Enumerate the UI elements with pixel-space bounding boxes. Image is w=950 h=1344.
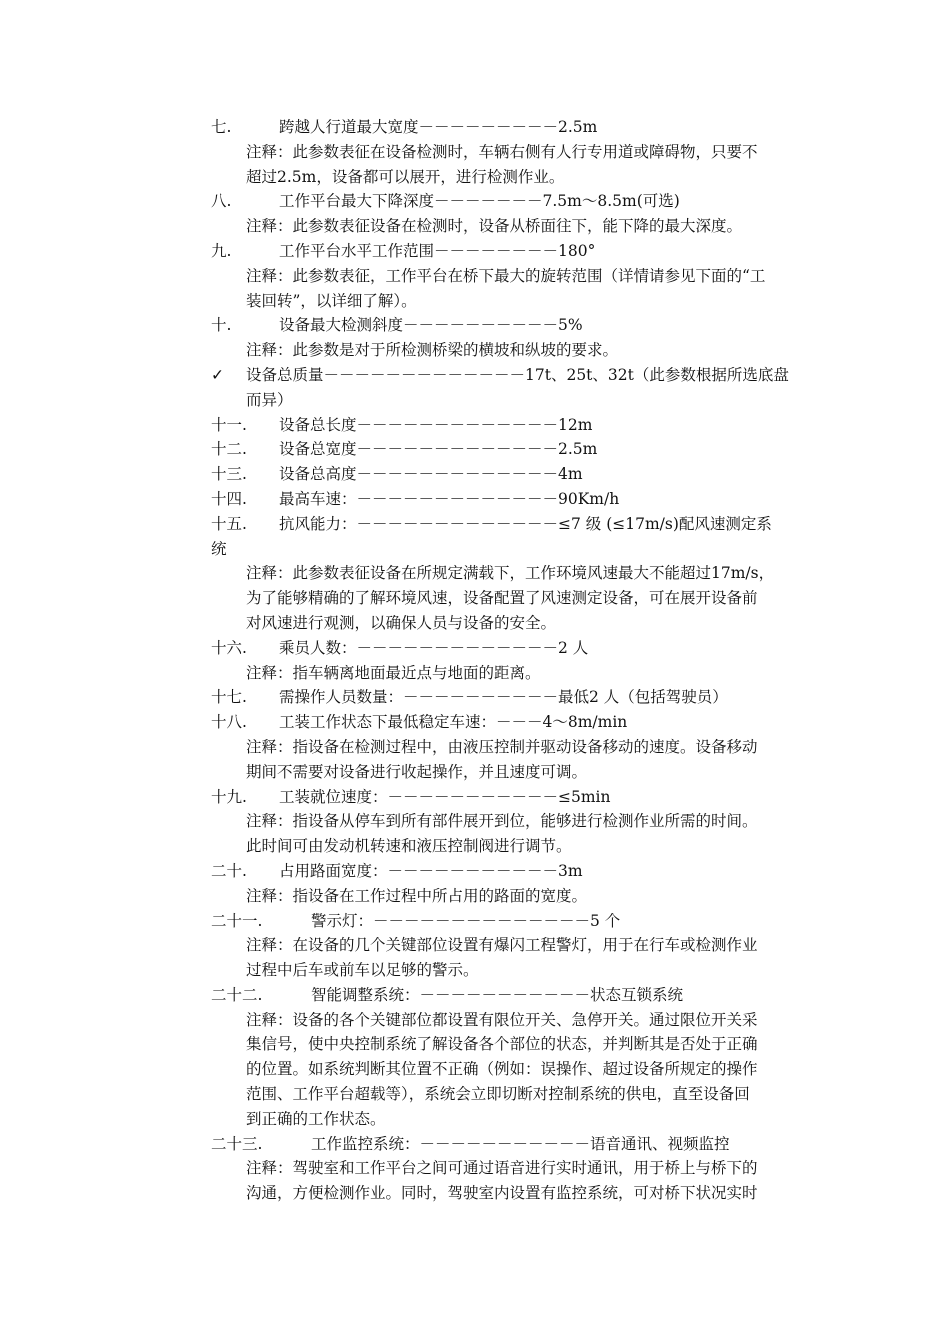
item-number: 十一. (211, 415, 247, 434)
note-continuation (211, 1107, 811, 1132)
spec-item (211, 859, 811, 884)
item-number: 十四. (211, 489, 247, 508)
item-number: 八. (211, 192, 232, 211)
spec-item (211, 487, 811, 512)
note-line (211, 735, 811, 760)
spec-item (211, 909, 811, 934)
item-title: 乘员人数：－－－－－－－－－－－－－2 人 (279, 638, 589, 657)
item-number: 十三. (211, 465, 247, 484)
spec-item (211, 462, 811, 487)
note-line (211, 561, 811, 586)
note-continuation (211, 611, 811, 636)
continuation-text: 的位置。如系统判断其位置不正确（例如：误操作、超过设备所规定的操作 (246, 1060, 758, 1079)
item-title: 工装工作状态下最低稳定车速：－－－4～8m/min (279, 713, 628, 732)
item-title: 最高车速：－－－－－－－－－－－－－90Km/h (279, 489, 620, 508)
spec-item (211, 983, 811, 1008)
item-title: 智能调整系统：－－－－－－－－－－－状态互锁系统 (311, 985, 684, 1004)
continuation-text: 过程中后车或前车以足够的警示。 (246, 961, 479, 980)
check-icon: ✓ (211, 365, 224, 384)
item-number: 十六. (211, 638, 247, 657)
continuation-text: 集信号，使中央控制系统了解设备各个部位的状态，并判断其是否处于正确 (246, 1035, 758, 1054)
note-text: 注释：在设备的几个关键部位设置有爆闪工程警灯，用于在行车或检测作业 (246, 936, 758, 955)
item-number: 二十. (211, 861, 247, 880)
spec-item (211, 189, 811, 214)
item-number: 十二. (211, 440, 247, 459)
item-title: 工作平台水平工作范围－－－－－－－－180° (279, 241, 596, 260)
item-title: 设备最大检测斜度－－－－－－－－－－5% (279, 316, 583, 335)
item-number: 十五. (211, 514, 247, 533)
spec-item-checked (211, 363, 811, 388)
note-text: 注释：驾驶室和工作平台之间可通过语音进行实时通讯，用于桥上与桥下的 (246, 1159, 758, 1178)
continuation-text: 为了能够精确的了解环境风速，设备配置了风速测定设备，可在展开设备前 (246, 589, 758, 608)
item-number: 二十一. (211, 911, 263, 930)
item-title: 设备总质量－－－－－－－－－－－－－17t、25t、32t（此参数根据所选底盘 (246, 365, 789, 384)
continuation-text: 范围、工作平台超载等），系统会立即切断对控制系统的供电，直至设备回 (246, 1085, 750, 1104)
item-title: 需操作人员数量：－－－－－－－－－－最低2 人（包括驾驶员） (279, 688, 728, 707)
note-continuation (211, 1082, 811, 1107)
item-number: 十七. (211, 688, 247, 707)
note-continuation (211, 760, 811, 785)
note-text: 注释：此参数表征在设备检测时，车辆右侧有人行专用道或障碍物，只要不 (246, 142, 758, 161)
note-text: 注释：指车辆离地面最近点与地面的距离。 (246, 663, 541, 682)
item-title: 设备总长度－－－－－－－－－－－－－12m (279, 415, 593, 434)
note-continuation (211, 586, 811, 611)
item-number: 十. (211, 316, 232, 335)
item-title: 跨越人行道最大宽度－－－－－－－－－2.5m (279, 118, 598, 136)
spec-item (211, 785, 811, 810)
note-continuation (211, 165, 811, 190)
item-title: 设备总宽度－－－－－－－－－－－－－2.5m (279, 440, 598, 459)
note-line (211, 140, 811, 165)
title-continuation (211, 537, 811, 562)
note-line (211, 809, 811, 834)
note-text: 注释：此参数表征，工作平台在桥下最大的旋转范围（详情请参见下面的“工 (246, 266, 766, 285)
note-continuation (211, 1057, 811, 1082)
note-line (211, 933, 811, 958)
note-line (211, 214, 811, 239)
note-continuation (211, 388, 811, 413)
item-title: 抗风能力：－－－－－－－－－－－－－≤7 级 (≤17m/s)配风速测定系 (279, 514, 772, 533)
spec-item (211, 115, 811, 140)
item-number: 十九. (211, 787, 247, 806)
spec-item (211, 313, 811, 338)
item-number: 二十三. (211, 1134, 263, 1153)
spec-item (211, 1132, 811, 1157)
note-line (211, 884, 811, 909)
note-text: 注释：指设备从停车到所有部件展开到位，能够进行检测作业所需的时间。 (246, 812, 758, 831)
note-text: 注释：指设备在工作过程中所占用的路面的宽度。 (246, 886, 588, 905)
item-title: 工作监控系统：－－－－－－－－－－－语音通讯、视频监控 (311, 1134, 730, 1153)
continuation-text: 此时间可由发动机转速和液压控制阀进行调节。 (246, 837, 572, 856)
note-continuation (211, 1032, 811, 1057)
continuation-text: 而异） (246, 390, 293, 409)
note-line (211, 661, 811, 686)
spec-list (211, 115, 811, 1206)
note-continuation (211, 958, 811, 983)
note-continuation (211, 289, 811, 314)
item-number: 十八. (211, 713, 247, 732)
note-line (211, 1008, 811, 1033)
item-title: 工作平台最大下降深度－－－－－－－7.5m～8.5m(可选) (279, 192, 680, 211)
spec-item (211, 710, 811, 735)
item-number: 二十二. (211, 985, 263, 1004)
note-continuation (211, 1181, 811, 1206)
spec-item (211, 685, 811, 710)
continuation-text: 沟通，方便检测作业。同时，驾驶室内设置有监控系统，可对桥下状况实时 (246, 1184, 758, 1203)
item-title: 警示灯：－－－－－－－－－－－－－－5 个 (311, 911, 621, 930)
spec-item (211, 512, 811, 537)
note-continuation (211, 834, 811, 859)
spec-item (211, 437, 811, 462)
note-text: 注释：此参数表征设备在检测时，设备从桥面往下，能下降的最大深度。 (246, 217, 743, 236)
item-number: 九. (211, 241, 232, 260)
continuation-text: 对风速进行观测，以确保人员与设备的安全。 (246, 613, 557, 632)
spec-item (211, 239, 811, 264)
note-text: 注释：此参数表征设备在所规定满载下，工作环境风速最大不能超过17m/s， (246, 564, 775, 583)
note-line (211, 264, 811, 289)
continuation-text: 到正确的工作状态。 (246, 1109, 386, 1128)
item-title: 工装就位速度：－－－－－－－－－－－≤5min (279, 787, 611, 806)
note-text: 注释：指设备在检测过程中，由液压控制并驱动设备移动的速度。设备移动 (246, 737, 758, 756)
spec-item (211, 636, 811, 661)
item-number: 七. (211, 118, 232, 136)
continuation-text: 期间不需要对设备进行收起操作，并且速度可调。 (246, 762, 588, 781)
item-title: 设备总高度－－－－－－－－－－－－－4m (279, 465, 583, 484)
continuation-text: 装回转”，以详细了解）。 (246, 291, 417, 310)
continuation-text: 超过2.5m，设备都可以展开，进行检测作业。 (246, 167, 565, 186)
note-text: 注释：此参数是对于所检测桥梁的横坡和纵坡的要求。 (246, 341, 619, 360)
note-line (211, 1156, 811, 1181)
spec-item (211, 413, 811, 438)
item-title: 占用路面宽度：－－－－－－－－－－－3m (279, 861, 583, 880)
note-line (211, 338, 811, 363)
continuation-text: 统 (211, 539, 227, 558)
note-text: 注释：设备的各个关键部位都设置有限位开关、急停开关。通过限位开关采 (246, 1010, 758, 1029)
